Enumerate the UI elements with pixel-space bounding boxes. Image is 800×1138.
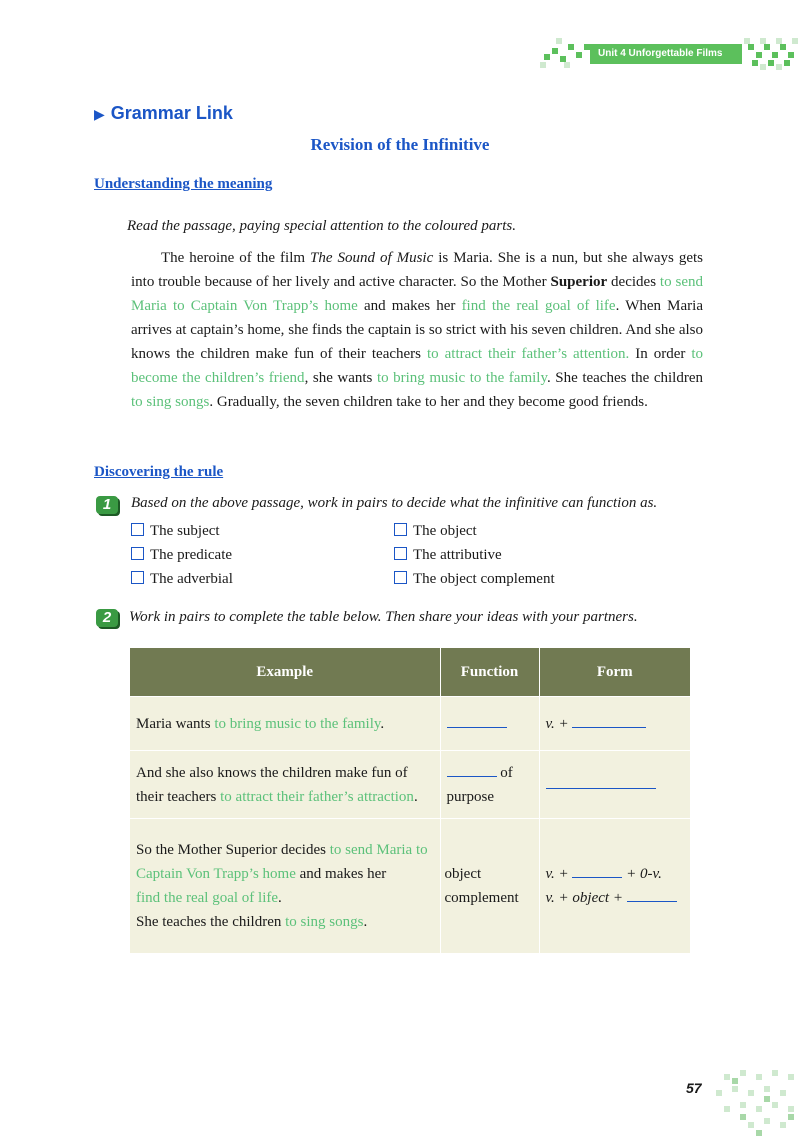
checkbox[interactable] [394, 547, 407, 560]
unit-tag [590, 44, 742, 64]
task-number-2: 2 [96, 609, 118, 627]
checkbox[interactable] [131, 571, 144, 584]
option-subject[interactable]: The subject [131, 523, 220, 540]
option-predicate[interactable]: The predicate [131, 547, 232, 564]
option-object[interactable]: The object [394, 523, 477, 540]
section-title-text: Grammar Link [110, 103, 233, 123]
highlight-infinitive: to sing songs [131, 394, 210, 410]
blank-field[interactable] [447, 762, 497, 777]
triangle-icon: ▶ [94, 106, 105, 122]
highlight-infinitive: to bring music to the family [376, 370, 547, 386]
checkbox[interactable] [394, 523, 407, 536]
option-attributive[interactable]: The attributive [394, 547, 502, 564]
heading-understanding: Understanding the meaning [94, 176, 273, 192]
example-cell: Maria wants to bring music to the family. [130, 697, 440, 751]
function-cell [440, 697, 539, 751]
checkbox[interactable] [394, 571, 407, 584]
example-cell: And she also knows the children make fun of their teachers to attract their father’s attraction. [130, 751, 440, 819]
section-title [94, 103, 233, 124]
header-function: Function [440, 648, 539, 697]
footer-pixel-pattern [704, 1068, 800, 1138]
task-number-1: 1 [96, 496, 118, 514]
table-row [130, 697, 690, 751]
blank-field[interactable] [546, 774, 656, 789]
table-row [130, 751, 690, 819]
heading-discovering: Discovering the rule [94, 464, 224, 480]
infinitive-table [130, 648, 690, 953]
checkbox[interactable] [131, 523, 144, 536]
example-cell: So the Mother Superior decides to send Maria to Captain Von Trapp’s home and makes her find the real goal of life. She teaches the children to sing songs. [130, 819, 440, 953]
page-number: 57 [686, 1080, 702, 1096]
page-title: Revision of the Infinitive [310, 135, 490, 154]
instruction: Read the passage, paying special attention to the coloured parts. [127, 218, 516, 234]
option-adverbial[interactable]: The adverbial [131, 571, 233, 588]
blank-field[interactable] [572, 863, 622, 878]
blank-field[interactable] [627, 887, 677, 902]
highlight-infinitive: find the real goal of life [461, 298, 616, 314]
table-row [130, 819, 690, 953]
option-object-complement[interactable]: The object complement [394, 571, 555, 588]
header-form: Form [539, 648, 690, 697]
highlight-infinitive: to send Maria to Captain Von Trapp’s home [131, 274, 703, 314]
task-2-text: Work in pairs to complete the table below. Then share your ideas with your partners. [129, 609, 638, 625]
highlight-infinitive: to attract their father’s attention. [426, 346, 630, 362]
form-cell: v. + [539, 697, 690, 751]
header-example: Example [130, 648, 440, 697]
function-cell: object complement [440, 819, 539, 953]
film-title: The Sound of Music [310, 250, 434, 266]
blank-field[interactable] [572, 713, 646, 728]
checkbox[interactable] [131, 547, 144, 560]
task-1-text: Based on the above passage, work in pairs to decide what the infinitive can function as. [131, 495, 658, 511]
highlight-infinitive: to become the children’s friend [131, 346, 703, 386]
blank-field[interactable] [447, 713, 507, 728]
passage: The heroine of the film The Sound of Music is Maria. She is a nun, but she always gets into trouble because of her lively and active character. So the Mother Superior decides to send Maria to Captain Von Trapp’s home and makes her find the real goal of life. When Maria arrives at captain’s home, she finds the captain is so strict with his seven children. And she also knows the children make fun of their teachers to attract their father’s attention. In order to become the children’s friend, she wants to bring music to the family. She teaches the children to sing songs. Gradually, the seven children take to her and they become good friends. [131, 250, 704, 410]
function-cell: of purpose [440, 751, 539, 819]
unit-label: Unit 4 Unforgettable Films [598, 48, 723, 59]
form-cell [539, 751, 690, 819]
form-cell: v. + + 0-v. v. + object + [539, 819, 690, 953]
